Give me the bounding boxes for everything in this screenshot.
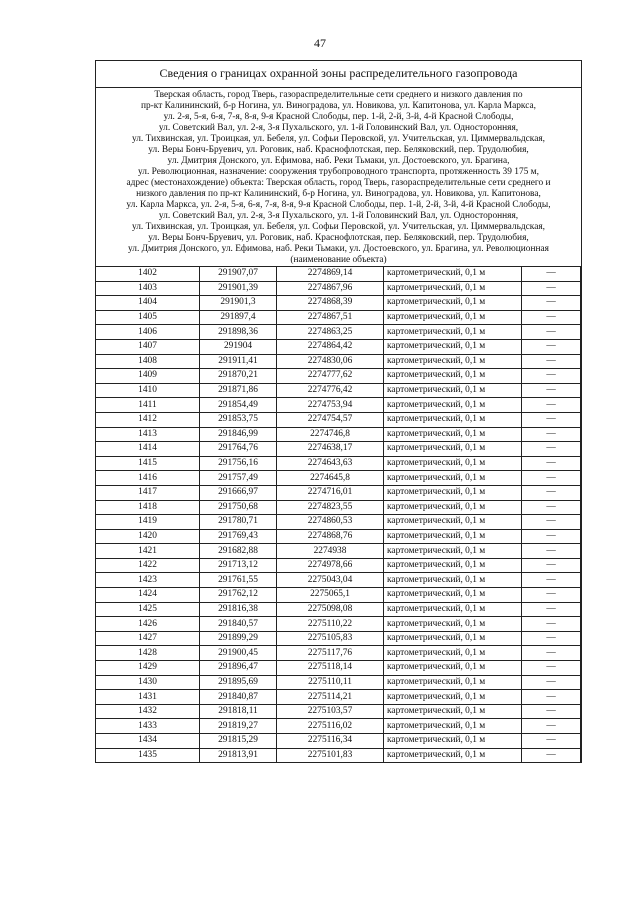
table-row [96, 267, 581, 282]
table-row [96, 485, 581, 500]
table-row [96, 588, 581, 603]
point-number-cell: 1426 [96, 617, 200, 632]
point-number-cell: 1431 [96, 690, 200, 705]
description-cell: — [522, 354, 581, 369]
description-cell: — [522, 442, 581, 457]
x-coordinate-cell: 291900,45 [200, 646, 277, 661]
description-cell: — [522, 471, 581, 486]
method-cell: картометрический, 0,1 м [384, 573, 522, 588]
description-line: ул. Советский Вал, ул. 2-я, 3-я Пухальского, ул. 1-й Головинский Вал, ул. Односторонняя, [158, 211, 519, 221]
method-cell: картометрический, 0,1 м [384, 617, 522, 632]
x-coordinate-cell: 291762,12 [200, 588, 277, 603]
table-row [96, 456, 581, 471]
description-cell: — [522, 281, 581, 296]
point-number-cell: 1407 [96, 339, 200, 354]
point-number-cell: 1425 [96, 602, 200, 617]
x-coordinate-cell: 291818,11 [200, 704, 277, 719]
x-coordinate-cell: 291895,69 [200, 675, 277, 690]
method-cell: картометрический, 0,1 м [384, 704, 522, 719]
description-cell: — [522, 602, 581, 617]
table-row [96, 734, 581, 749]
point-number-cell: 1418 [96, 500, 200, 515]
description-cell: — [522, 704, 581, 719]
description-cell: — [522, 588, 581, 603]
y-coordinate-cell: 2275105,83 [277, 631, 384, 646]
table-row [96, 383, 581, 398]
x-coordinate-cell: 291815,29 [200, 734, 277, 749]
x-coordinate-cell: 291897,4 [200, 310, 277, 325]
point-number-cell: 1433 [96, 719, 200, 734]
point-number-cell: 1428 [96, 646, 200, 661]
method-cell: картометрический, 0,1 м [384, 690, 522, 705]
description-line: ул. Тихвинская, ул. Троицкая, ул. Бебеля, ул. Софьи Перовской, ул. Учительская, ул. Циммервальдская, [131, 222, 546, 232]
description-cell: — [522, 573, 581, 588]
x-coordinate-cell: 291761,55 [200, 573, 277, 588]
point-number-cell: 1417 [96, 485, 200, 500]
point-number-cell: 1435 [96, 748, 200, 763]
x-coordinate-cell: 291757,49 [200, 471, 277, 486]
description-line: ул. Тихвинская, ул. Троицкая, ул. Бебеля, ул. Софьи Перовской, ул. Учительская, ул. Циммервальдская, [131, 134, 546, 144]
description-line: ул. Веры Бонч-Бруевич, ул. Роговик, наб. Краснофлотская, пер. Беляковский, пер. Трудолюбия, [148, 145, 529, 155]
x-coordinate-cell: 291756,16 [200, 456, 277, 471]
table-row [96, 748, 581, 763]
point-number-cell: 1415 [96, 456, 200, 471]
method-cell: картометрический, 0,1 м [384, 369, 522, 384]
point-number-cell: 1430 [96, 675, 200, 690]
method-cell: картометрический, 0,1 м [384, 310, 522, 325]
y-coordinate-cell: 2274638,17 [277, 442, 384, 457]
method-cell: картометрический, 0,1 м [384, 456, 522, 471]
table-row [96, 661, 581, 676]
point-number-cell: 1409 [96, 369, 200, 384]
x-coordinate-cell: 291911,41 [200, 354, 277, 369]
table-row [96, 544, 581, 559]
y-coordinate-cell: 2274830,06 [277, 354, 384, 369]
method-cell: картометрический, 0,1 м [384, 529, 522, 544]
table-row [96, 471, 581, 486]
x-coordinate-cell: 291764,76 [200, 442, 277, 457]
table-row [96, 515, 581, 530]
y-coordinate-cell: 2274753,94 [277, 398, 384, 413]
y-coordinate-cell: 2275117,76 [277, 646, 384, 661]
description-cell: — [522, 719, 581, 734]
description-cell: — [522, 748, 581, 763]
y-coordinate-cell: 2275065,1 [277, 588, 384, 603]
x-coordinate-cell: 291840,87 [200, 690, 277, 705]
method-cell: картометрический, 0,1 м [384, 296, 522, 311]
point-number-cell: 1404 [96, 296, 200, 311]
point-number-cell: 1424 [96, 588, 200, 603]
y-coordinate-cell: 2274716,01 [277, 485, 384, 500]
x-coordinate-cell: 291896,47 [200, 661, 277, 676]
description-cell: — [522, 267, 581, 282]
description-line: адрес (местонахождение) объекта: Тверская область, город Тверь, газораспределительные сети среднего и [126, 178, 551, 188]
description-cell: — [522, 383, 581, 398]
x-coordinate-cell: 291713,12 [200, 558, 277, 573]
point-number-cell: 1412 [96, 412, 200, 427]
method-cell: картометрический, 0,1 м [384, 558, 522, 573]
y-coordinate-cell: 2275098,08 [277, 602, 384, 617]
x-coordinate-cell: 291780,71 [200, 515, 277, 530]
y-coordinate-cell: 2274645,8 [277, 471, 384, 486]
table-row [96, 719, 581, 734]
method-cell: картометрический, 0,1 м [384, 267, 522, 282]
method-cell: картометрический, 0,1 м [384, 588, 522, 603]
table-row [96, 704, 581, 719]
method-cell: картометрический, 0,1 м [384, 471, 522, 486]
method-cell: картометрический, 0,1 м [384, 661, 522, 676]
y-coordinate-cell: 2274869,14 [277, 267, 384, 282]
point-number-cell: 1414 [96, 442, 200, 457]
description-line: пр-кт Калининский, б-р Ногина, ул. Виноградова, ул. Новикова, ул. Капитонова, ул. Карла Маркса, [140, 101, 537, 111]
table-row [96, 602, 581, 617]
description-cell: — [522, 485, 581, 500]
y-coordinate-cell: 2274978,66 [277, 558, 384, 573]
description-line: ул. 2-я, 5-я, 6-я, 7-я, 8-я, 9-я Красной Слободы, пер. 1-й, 2-й, 3-й, 4-й Красной Слободы, [163, 112, 514, 122]
x-coordinate-cell: 291840,57 [200, 617, 277, 632]
point-number-cell: 1405 [96, 310, 200, 325]
table-row [96, 500, 581, 515]
description-cell: — [522, 456, 581, 471]
point-number-cell: 1416 [96, 471, 200, 486]
y-coordinate-cell: 2275110,22 [277, 617, 384, 632]
description-cell: — [522, 734, 581, 749]
point-number-cell: 1421 [96, 544, 200, 559]
description-line: ул. Советский Вал, ул. 2-я, 3-я Пухальского, ул. 1-й Головинский Вал, ул. Односторонняя, [158, 123, 519, 133]
point-number-cell: 1402 [96, 267, 200, 282]
x-coordinate-cell: 291870,21 [200, 369, 277, 384]
table-row [96, 573, 581, 588]
point-number-cell: 1413 [96, 427, 200, 442]
description-line: ул. Карла Маркса, ул. 2-я, 5-я, 6-я, 7-я, 8-я, 9-я Красной Слободы, пер. 1-й, 2-й, 3-й, 4-й Красной Слободы, [126, 200, 551, 210]
x-coordinate-cell: 291846,99 [200, 427, 277, 442]
description-cell: — [522, 412, 581, 427]
y-coordinate-cell: 2275116,02 [277, 719, 384, 734]
description-cell: — [522, 369, 581, 384]
method-cell: картометрический, 0,1 м [384, 544, 522, 559]
point-number-cell: 1427 [96, 631, 200, 646]
point-number-cell: 1429 [96, 661, 200, 676]
table-row [96, 310, 581, 325]
description-cell: — [522, 661, 581, 676]
description-line: ул. Веры Бонч-Бруевич, ул. Роговик, наб. Краснофлотская, пер. Беляковский, пер. Трудолюбия, [148, 233, 529, 243]
description-cell: — [522, 529, 581, 544]
object-description [96, 88, 581, 255]
x-coordinate-cell: 291853,75 [200, 412, 277, 427]
x-coordinate-cell: 291901,3 [200, 296, 277, 311]
description-cell: — [522, 558, 581, 573]
x-coordinate-cell: 291904 [200, 339, 277, 354]
description-cell: — [522, 427, 581, 442]
y-coordinate-cell: 2274643,63 [277, 456, 384, 471]
table-row [96, 427, 581, 442]
y-coordinate-cell: 2275116,34 [277, 734, 384, 749]
description-cell: — [522, 690, 581, 705]
description-cell: — [522, 617, 581, 632]
method-cell: картометрический, 0,1 м [384, 398, 522, 413]
x-coordinate-cell: 291682,88 [200, 544, 277, 559]
table-row [96, 442, 581, 457]
description-line: ул. Дмитрия Донского, ул. Ефимова, наб. Реки Тьмаки, ул. Достоевского, ул. Брагина, [167, 156, 510, 166]
y-coordinate-cell: 2274867,51 [277, 310, 384, 325]
table-row [96, 281, 581, 296]
method-cell: картометрический, 0,1 м [384, 339, 522, 354]
x-coordinate-cell: 291769,43 [200, 529, 277, 544]
method-cell: картометрический, 0,1 м [384, 500, 522, 515]
point-number-cell: 1419 [96, 515, 200, 530]
y-coordinate-cell: 2274860,53 [277, 515, 384, 530]
method-cell: картометрический, 0,1 м [384, 675, 522, 690]
method-cell: картометрический, 0,1 м [384, 281, 522, 296]
method-cell: картометрический, 0,1 м [384, 427, 522, 442]
description-line: ул. Революционная, назначение: сооружения трубопроводного транспорта, протяженность 39 175 м, [138, 167, 539, 177]
x-coordinate-cell: 291819,27 [200, 719, 277, 734]
method-cell: картометрический, 0,1 м [384, 748, 522, 763]
point-number-cell: 1406 [96, 325, 200, 340]
method-cell: картометрический, 0,1 м [384, 719, 522, 734]
x-coordinate-cell: 291898,36 [200, 325, 277, 340]
description-line: низкого давления по пр-кт Калининский, б-р Ногина, ул. Виноградова, ул. Новикова, ул. Капитонова, [136, 189, 541, 199]
y-coordinate-cell: 2274823,55 [277, 500, 384, 515]
method-cell: картометрический, 0,1 м [384, 354, 522, 369]
point-number-cell: 1410 [96, 383, 200, 398]
y-coordinate-cell: 2274864,42 [277, 339, 384, 354]
x-coordinate-cell: 291813,91 [200, 748, 277, 763]
description-cell: — [522, 398, 581, 413]
table-row [96, 646, 581, 661]
description-cell: — [522, 325, 581, 340]
y-coordinate-cell: 2274754,57 [277, 412, 384, 427]
description-cell: — [522, 631, 581, 646]
object-caption: (наименование объекта) [290, 255, 387, 265]
method-cell: картометрический, 0,1 м [384, 646, 522, 661]
method-cell: картометрический, 0,1 м [384, 485, 522, 500]
method-cell: картометрический, 0,1 м [384, 631, 522, 646]
description-line: Тверская область, город Тверь, газораспределительные сети среднего и низкого давления по [154, 90, 523, 100]
y-coordinate-cell: 2274776,42 [277, 383, 384, 398]
description-cell: — [522, 515, 581, 530]
description-cell: — [522, 675, 581, 690]
x-coordinate-cell: 291854,49 [200, 398, 277, 413]
point-number-cell: 1420 [96, 529, 200, 544]
table-row [96, 617, 581, 632]
point-number-cell: 1423 [96, 573, 200, 588]
y-coordinate-cell: 2275101,83 [277, 748, 384, 763]
method-cell: картометрический, 0,1 м [384, 412, 522, 427]
x-coordinate-cell: 291750,68 [200, 500, 277, 515]
description-cell: — [522, 310, 581, 325]
method-cell: картометрический, 0,1 м [384, 602, 522, 617]
description-cell: — [522, 646, 581, 661]
table-row [96, 339, 581, 354]
x-coordinate-cell: 291816,38 [200, 602, 277, 617]
table-row [96, 354, 581, 369]
y-coordinate-cell: 2274746,8 [277, 427, 384, 442]
method-cell: картометрический, 0,1 м [384, 442, 522, 457]
point-number-cell: 1403 [96, 281, 200, 296]
y-coordinate-cell: 2275114,21 [277, 690, 384, 705]
x-coordinate-cell: 291871,86 [200, 383, 277, 398]
method-cell: картометрический, 0,1 м [384, 383, 522, 398]
point-number-cell: 1422 [96, 558, 200, 573]
description-line: ул. Дмитрия Донского, ул. Ефимова, наб. Реки Тьмаки, ул. Достоевского, ул. Брагина, ул. Революционная [128, 244, 549, 254]
point-number-cell: 1408 [96, 354, 200, 369]
y-coordinate-cell: 2275110,11 [277, 675, 384, 690]
y-coordinate-cell: 2274868,39 [277, 296, 384, 311]
coordinates-table [95, 266, 581, 763]
table-row [96, 412, 581, 427]
table-row [96, 325, 581, 340]
y-coordinate-cell: 2274868,76 [277, 529, 384, 544]
description-cell: — [522, 296, 581, 311]
page-number: 47 [314, 36, 326, 50]
method-cell: картометрический, 0,1 м [384, 325, 522, 340]
point-number-cell: 1434 [96, 734, 200, 749]
x-coordinate-cell: 291901,39 [200, 281, 277, 296]
table-row [96, 631, 581, 646]
y-coordinate-cell: 2275043,04 [277, 573, 384, 588]
document-title: Сведения о границах охранной зоны распределительного газопровода [96, 61, 581, 88]
document-frame [95, 60, 582, 763]
table-row [96, 675, 581, 690]
method-cell: картометрический, 0,1 м [384, 515, 522, 530]
method-cell: картометрический, 0,1 м [384, 734, 522, 749]
x-coordinate-cell: 291899,29 [200, 631, 277, 646]
y-coordinate-cell: 2274867,96 [277, 281, 384, 296]
point-number-cell: 1411 [96, 398, 200, 413]
table-row [96, 296, 581, 311]
y-coordinate-cell: 2275103,57 [277, 704, 384, 719]
y-coordinate-cell: 2274777,62 [277, 369, 384, 384]
description-cell: — [522, 500, 581, 515]
table-row [96, 529, 581, 544]
description-cell: — [522, 544, 581, 559]
table-row [96, 369, 581, 384]
table-row [96, 398, 581, 413]
x-coordinate-cell: 291907,07 [200, 267, 277, 282]
y-coordinate-cell: 2274863,25 [277, 325, 384, 340]
description-cell: — [522, 339, 581, 354]
x-coordinate-cell: 291666,97 [200, 485, 277, 500]
y-coordinate-cell: 2274938 [277, 544, 384, 559]
point-number-cell: 1432 [96, 704, 200, 719]
table-row [96, 558, 581, 573]
y-coordinate-cell: 2275118,14 [277, 661, 384, 676]
table-row [96, 690, 581, 705]
